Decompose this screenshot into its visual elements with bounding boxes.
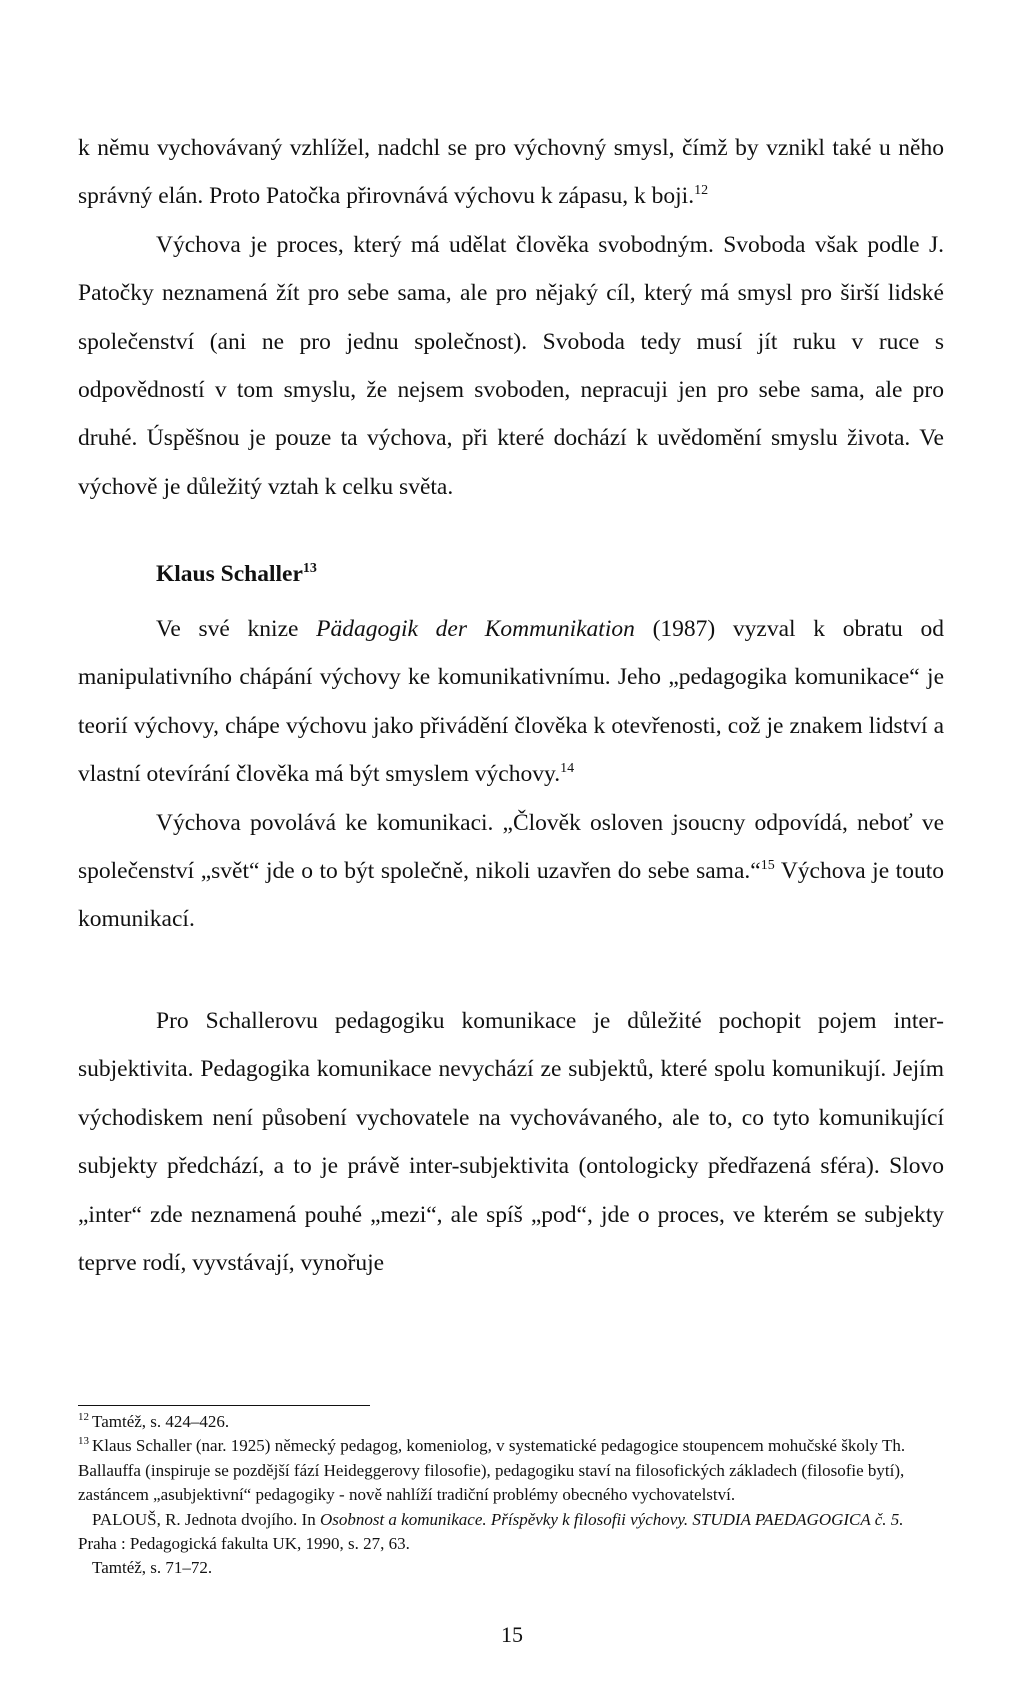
- footnote-text: Tamtéž, s. 71–72.: [92, 1558, 213, 1578]
- body-paragraph-3: [78, 997, 944, 1287]
- footnote-text-italic: Osobnost a komunikace. Příspěvky k filosofii výchovy. STUDIA PAEDAGOGICA č. 5.: [319, 1509, 904, 1529]
- paragraph-2-lead: Ve své knize: [156, 616, 317, 642]
- footnote-13: [78, 1434, 944, 1507]
- book-title: Pädagogik der Kommunikation: [316, 616, 635, 642]
- footnote-14: [78, 1508, 944, 1557]
- footnote-ref-14[interactable]: 14: [560, 761, 575, 777]
- footnote-separator: [78, 1405, 370, 1406]
- footnote-15: [78, 1556, 944, 1580]
- footnote-text-lead: PALOUŠ, R. Jednota dvojího. In: [92, 1509, 320, 1529]
- body-paragraph-2: [78, 605, 944, 944]
- footnote-text-rest: Praha : Pedagogická fakulta UK, 1990, s. 27, 63.: [78, 1534, 410, 1554]
- paragraph-2-rest: (1987) vyzval k obratu od manipulativního chápání výchovy ke komunikativnímu. Jeho „pedagogika komunikace“ je teorií výchovy, chápe výchovu jako přivádění člověka k otevřenosti, což je znakem lidství a vlastní otevírání člověka má být smyslem výchovy.: [78, 616, 944, 788]
- paragraph-2-part-c: Výchova je touto komunikací.: [78, 858, 944, 933]
- footnote-number: 12: [78, 1411, 89, 1423]
- paragraph-1-part-b: Výchova je proces, který má udělat člověka svobodným. Svoboda však podle J. Patočky neznamená žít pro sebe sama, ale pro nějaký cíl, který má smysl pro širší lidské společenství (ani ne pro jednu společnost). Svoboda tedy musí jít ruku v ruce s odpovědností v tom smyslu, že nejsem svoboden, nepracuji jen pro sebe sama, ale pro druhé. Úspěšnou je pouze ta výchova, při které dochází k uvědomění smyslu života. Ve výchově je důležitý vztah k celku světa.: [78, 231, 944, 500]
- section-heading-text: Klaus Schaller: [156, 561, 303, 587]
- footnote-ref-13[interactable]: 13: [302, 561, 317, 576]
- footnote-number: 13: [78, 1435, 89, 1448]
- footnote-ref-12[interactable]: 12: [694, 183, 709, 199]
- paragraph-3-text: Pro Schallerovu pedagogiku komunikace je důležité pochopit pojem inter-subjektivita. Pedagogika komunikace nevychází ze subjektů, které spolu komunikují. Jejím východiskem není působení vychovatele na vychovávaného, ale to, co tyto komunikující subjekty předchází, a to je právě inter-subjektivita (ontologicky předřazená sféra). Slovo „inter“ zde neznamená pouhé „mezi“, ale spíš „pod“, jde o proces, ve kterém se subjekty teprve rodí, vyvstávají, vynořuje: [78, 1008, 944, 1277]
- page-number: 15: [501, 1622, 523, 1647]
- footnotes: [78, 1410, 944, 1581]
- footnote-text: Tamtéž, s. 424–426.: [92, 1412, 230, 1431]
- footnote-text: [78, 1508, 944, 1557]
- paragraph-2-part-b: Výchova povolává ke komunikaci. „Člověk osloven jsoucny odpovídá, neboť ve společenství „svět“ jde o to být společně, nikoli uzavřen do sebe sama.“: [78, 809, 944, 885]
- footnote-ref-15[interactable]: 15: [760, 858, 775, 874]
- footnote-text: Klaus Schaller (nar. 1925) německý pedagog, komeniolog, v systematické pedagogice stoupencem mohučské školy Th. Ballauffa (inspiruje se pozdější fází Heideggerovy filosofie), pedagogiku staví na filosofických základech (filosofie bytí), zastáncem „asubjektivní“ pedagogiky - nově nahlíží tradiční problémy obecného vychovatelství.: [78, 1436, 906, 1505]
- body-paragraph-1: [78, 124, 944, 511]
- paragraph-1-part-a: k němu vychovávaný vzhlížel, nadchl se pro výchovný smysl, čímž by vznikl také u něho správný elán. Proto Patočka přirovnává výchovu k zápasu, k boji.: [78, 135, 944, 210]
- section-heading: [156, 558, 317, 590]
- footnote-12: [78, 1410, 944, 1434]
